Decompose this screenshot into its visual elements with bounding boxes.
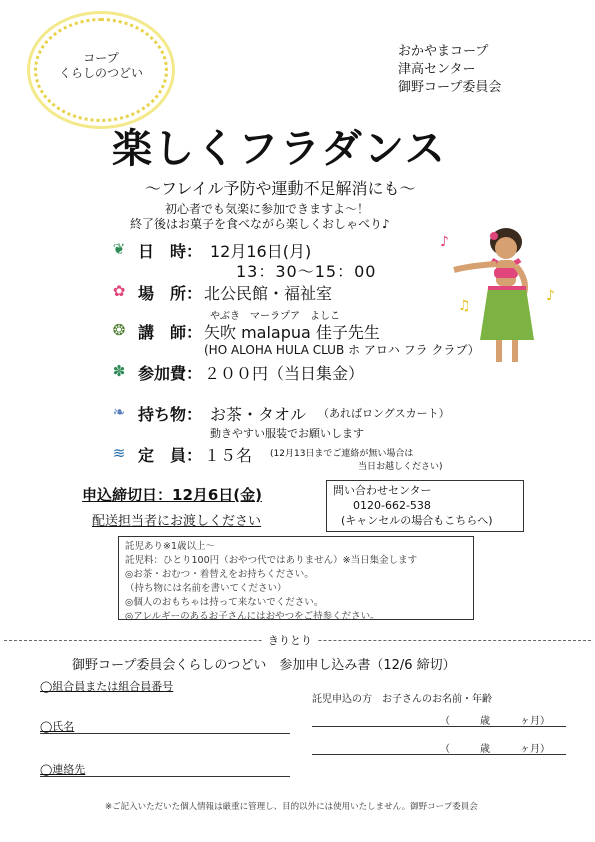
teacher-club: (HO ALOHA HULA CLUB ホ アロハ フラ クラブ） [204,343,480,357]
notes-line: ◎アレルギーのあるお子さんにはおやつをご持参ください。 [125,611,380,622]
childcare-label: 託児申込の方 お子さんのお名前・年齢 [312,694,492,705]
subtitle: ～フレイル予防や運動不足解消にも～ [145,179,416,198]
palm-tree-icon: ✽ [112,362,126,380]
notes-line: ◎個人のおもちゃは持って来ないでください。 [125,597,324,608]
intro-line-2: 終了後はお菓子を食べながら楽しくおしゃべり♪ [130,217,390,231]
items-value: お茶・タオル [210,405,307,424]
childcare-notes-box [118,536,474,620]
org-line-1: おかやまコープ [398,44,489,59]
contact-phone: 0120-662-538 [353,499,431,512]
privacy-footer: ※ご記入いただいた個人情報は厳重に管理し、目的以外には使用いたしません。御野コープ委員会 [105,802,478,812]
time-value: 13：30～15：00 [236,262,377,281]
capacity-note-2: 当日お越しください) [358,462,443,472]
items-note: （あればロングスカート） [318,407,450,420]
seashell-icon: ❧ [112,403,126,421]
name-label: ◯氏名 [40,720,75,733]
org-line-3: 御野コープ委員会 [398,80,502,95]
contact-field-line[interactable] [40,776,290,777]
date-label: 日 時： [138,242,203,261]
badge-line-2: くらしのつどい [58,66,143,80]
deadline: 申込締切日：12月6日(金) [82,486,263,504]
contact-field-label: ◯連絡先 [40,763,86,776]
leaf-icon: ❦ [112,240,126,258]
cut-label: きりとり [262,632,318,648]
music-note-icon: ♫ [458,298,471,314]
badge-line-1: コープ [83,51,119,65]
hula-dancer-illustration [428,220,568,380]
teacher-value: 矢吹 malapua 佳子先生 [204,323,380,342]
contact-line-3: (キャンセルの場合もこちらへ) [341,514,493,527]
contact-box [326,480,524,532]
capacity-label: 定 員： [138,446,203,465]
contact-line-1: 問い合わせセンター [333,484,432,497]
capacity-value: １５名 [204,446,253,465]
capacity-note-1: (12月13日までご連絡が無い場合は [270,449,414,459]
child-age-row-1: （ 歳 ヶ月） [440,716,550,727]
member-number-label: ◯組合員または組合員番号 [40,680,174,693]
place-label: 場 所： [138,284,203,303]
child-age-row-2: （ 歳 ヶ月） [440,744,550,755]
org-line-2: 津高センター [398,62,476,77]
teacher-label: 講 師： [138,323,203,342]
notes-line: ◎お茶・おむつ・着替えをお持ちください。 [125,569,314,580]
form-title: 御野コープ委員会くらしのつどい 参加申し込み書（12/6 締切） [72,658,456,673]
name-field-line[interactable] [40,733,290,734]
page-title: 楽しくフラダンス [112,126,447,172]
teacher-ruby: やぶき マーラプア よしこ [210,311,340,322]
notes-line: （持ち物には名前を書いてください） [125,583,287,594]
badge-wreath [34,18,168,122]
notes-line: 託児あり※1歳以上～ [125,541,216,552]
notes-line: 託児料：ひとり100円（おやつ代ではありません）※当日集金します [125,555,418,566]
intro-line-1: 初心者でも気楽に参加できますよ～！ [165,202,370,216]
date-value: 12月16日(月) [210,242,312,261]
turtle-icon: ❂ [112,321,126,339]
music-note-icon: ♪ [440,234,449,250]
items-note-2: 動きやすい服装でお願いします [210,427,364,440]
place-value: 北公民館・福祉室 [204,284,333,303]
music-note-icon: ♪ [546,288,555,304]
delivery-note: 配送担当者にお渡しください [92,514,262,529]
wave-icon: ≋ [112,444,126,462]
fee-label: 参加費： [138,364,203,383]
fee-value: ２００円（当日集金） [204,364,365,383]
items-label: 持ち物： [138,405,203,424]
hibiscus-icon: ✿ [112,282,126,300]
